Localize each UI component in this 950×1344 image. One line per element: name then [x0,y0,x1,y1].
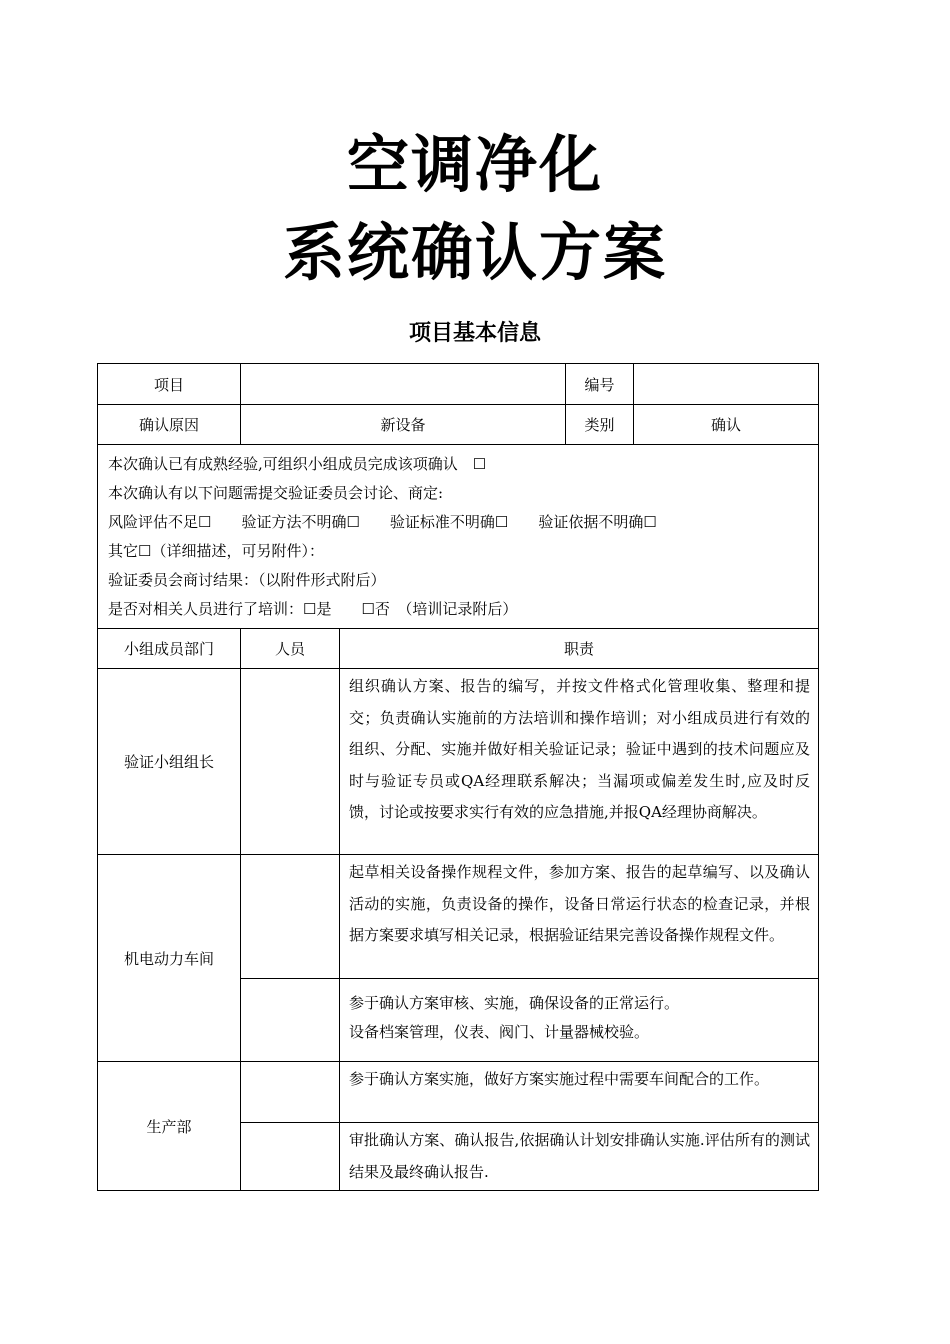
notes-row [98,445,819,629]
member-person [241,1062,340,1123]
project-value [241,364,566,405]
option-risk-assessment: 风险评估不足☐ [108,513,212,531]
member-duty: 组织确认方案、报告的编写，并按文件格式化管理收集、整理和提交；负责确认实施前的方法培训和操作培训；对小组成员进行有效的组织、分配、实施并做好相关验证记录；验证中遇到的技术问题应及时与验证专员或QA经理联系解决；当漏项或偏差发生时,应及时反馈，讨论或按要求实行有效的应急措施,并报QA经理协商解决。 [340,669,819,855]
duty-line: 参于确认方案审核、实施，确保设备的正常运行。 [349,994,680,1012]
member-person [241,855,340,979]
category-value: 确认 [634,405,819,445]
member-person [241,1123,340,1191]
member-dept: 验证小组组长 [98,669,241,855]
table-row [98,669,819,855]
notes-line-issues: 本次确认有以下问题需提交验证委员会讨论、商定: [108,484,444,502]
category-label: 类别 [566,405,634,445]
project-label: 项目 [98,364,241,405]
duty-line: 设备档案管理，仪表、阀门、计量器械校验。 [349,1023,650,1041]
member-person [241,669,340,855]
member-duty: 起草相关设备操作规程文件，参加方案、报告的起草编写、以及确认活动的实施，负责设备的操作，设备日常运行状态的检查记录，并根据方案要求填写相关记录，根据验证结果完善设备操作规程文件。 [340,855,819,979]
project-info-table [97,363,819,1191]
member-person [241,979,340,1062]
option-method-unclear: 验证方法不明确☐ [241,513,360,531]
project-row [98,364,819,405]
document-title-line-1: 空调净化 [346,128,603,201]
member-duty [340,979,819,1062]
option-standard-unclear: 验证标准不明确☐ [389,513,509,531]
reason-value: 新设备 [241,405,566,445]
header-duty: 职责 [340,629,819,669]
confirmation-notes [98,445,819,629]
notes-line-committee-result: 验证委员会商讨结果：（以附件形式附后） [108,571,386,589]
section-subtitle: 项目基本信息 [408,321,541,346]
notes-line-training: 是否对相关人员进行了培训：☐是 ☐否 （培训记录附后） [108,600,518,618]
document-title-line-2: 系统确认方案 [282,216,667,289]
notes-options [108,508,808,537]
notes-line-experience: 本次确认已有成熟经验,可组织小组成员完成该项确认 ☐ [108,455,487,473]
reason-row [98,405,819,445]
notes-line-other: 其它☐（详细描述，可另附件）： [108,542,324,560]
header-dept: 小组成员部门 [98,629,241,669]
header-person: 人员 [241,629,340,669]
members-header-row [98,629,819,669]
table-row [98,1062,819,1123]
member-duty: 审批确认方案、确认报告,依据确认计划安排确认实施.评估所有的测试结果及最终确认报告. [340,1123,819,1191]
option-basis-unclear: 验证依据不明确☐ [538,513,657,531]
table-row [98,855,819,979]
member-dept: 生产部 [98,1062,241,1191]
number-label: 编号 [566,364,634,405]
number-value [634,364,819,405]
reason-label: 确认原因 [98,405,241,445]
member-dept: 机电动力车间 [98,855,241,1062]
member-duty: 参于确认方案实施，做好方案实施过程中需要车间配合的工作。 [340,1062,819,1123]
